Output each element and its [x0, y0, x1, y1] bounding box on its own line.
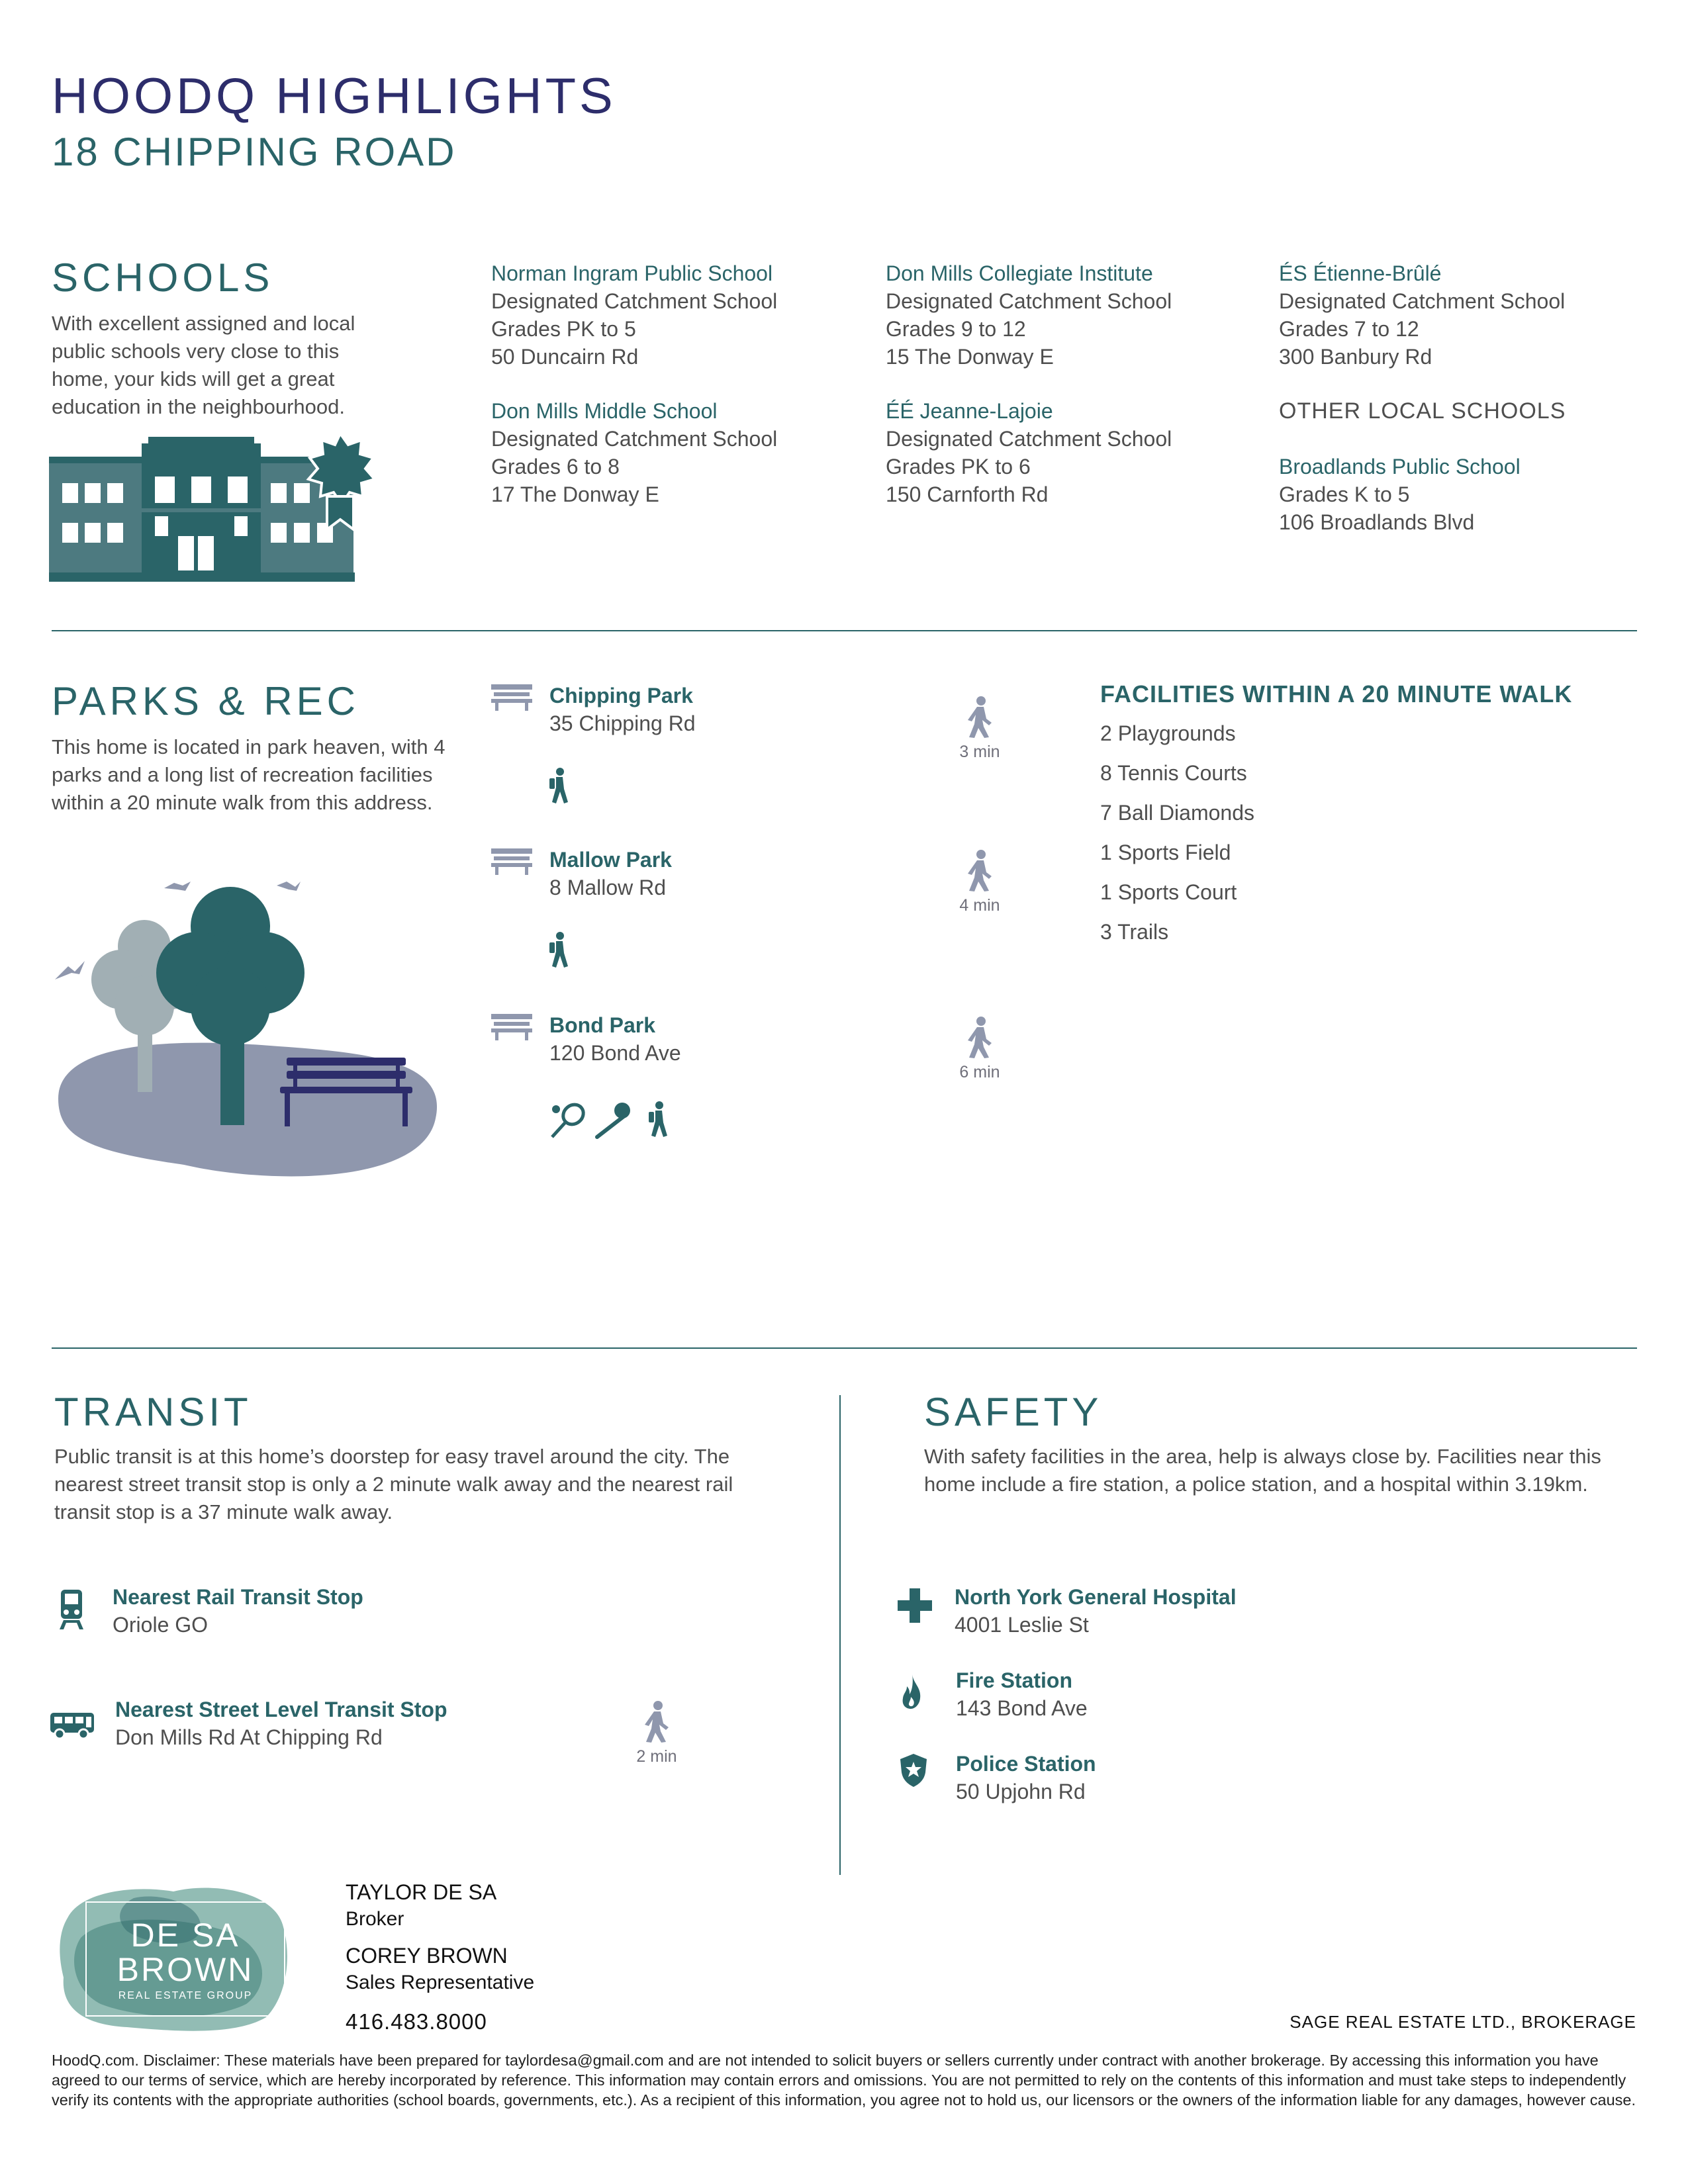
- rail-stop-name[interactable]: Oriole GO: [113, 1613, 209, 1637]
- baseball-icon: [594, 1101, 637, 1141]
- facilities-heading: FACILITIES WITHIN A 20 MINUTE WALK: [1100, 680, 1573, 707]
- property-address: 18 CHIPPING ROAD: [52, 130, 457, 174]
- school-name[interactable]: ÉÉ Jeanne-Lajoie: [886, 399, 1053, 423]
- school-address: 106 Broadlands Blvd: [1279, 510, 1475, 534]
- park-name[interactable]: Mallow Park: [549, 848, 672, 872]
- school-entry: [1279, 259, 1636, 371]
- hiking-icon: [548, 932, 569, 969]
- transit-heading: TRANSIT: [54, 1390, 252, 1434]
- other-schools: [1279, 397, 1636, 536]
- logo-line-1: DE SA: [130, 1917, 240, 1954]
- park-name[interactable]: Bond Park: [549, 1013, 656, 1037]
- column-divider: [839, 1395, 841, 1875]
- transit-description: Public transit is at this home’s doorstep for easy travel around the city. The nearest street transit stop is only a 2 minute walk away and the nearest rail transit stop is a 37 minute walk away.: [54, 1445, 733, 1524]
- school-grades: Grades K to 5: [1279, 482, 1410, 506]
- school-address: 300 Banbury Rd: [1279, 345, 1432, 369]
- park-address: 120 Bond Ave: [549, 1041, 681, 1065]
- brokerage-name: SAGE REAL ESTATE LTD., BROKERAGE: [1289, 2012, 1636, 2032]
- rail-stop-label: Nearest Rail Transit Stop: [113, 1585, 363, 1609]
- walking-person-icon: [966, 696, 993, 739]
- parks-description: This home is located in park heaven, with 4 parks and a long list of recreation facilities within a 20 minute walk from this address.: [52, 735, 445, 814]
- school-type: Designated Catchment School: [491, 427, 778, 451]
- park-illustration: [52, 874, 449, 1191]
- agent-role: Sales Representative: [346, 1972, 535, 1993]
- section-divider: [52, 630, 1637, 631]
- bus-icon: [50, 1713, 94, 1739]
- walk-time-label: 6 min: [959, 1063, 1000, 1081]
- brand-logo: [54, 1878, 293, 2037]
- disclaimer-text: HoodQ.com. Disclaimer: These materials have been prepared for taylordesa@gmail.com and are not intended to solicit buyers or sellers currently under contract with another brokerage. By accessing this information you have agreed to our terms of service, which are hereby incorporated by reference. This information may contain errors and omissions. You are not permitted to rely on the contents of this information and must take steps to independently verify its contents with the appropriate authorities (school boards, governments, etc.). As a recipient of this information, you agree not to hold us, our licensors or the owners of the information liable for any damages, however cause.: [52, 2052, 1636, 2109]
- school-type: Designated Catchment School: [886, 289, 1172, 313]
- schools-description: With excellent assigned and local public schools very close to this home, your kids will get a great education in the neighbourhood.: [52, 312, 355, 418]
- walk-time-label: 3 min: [959, 743, 1000, 761]
- hiking-icon: [548, 768, 569, 805]
- logo-line-2: BROWN: [117, 1951, 254, 1988]
- rail-stop: [113, 1583, 363, 1639]
- other-schools-heading: OTHER LOCAL SCHOOLS: [1279, 398, 1566, 424]
- parks-heading: PARKS & REC: [52, 679, 359, 723]
- walk-time: [953, 1017, 1006, 1082]
- safety-description: With safety facilities in the area, help is always close by. Facilities near this home include a fire station, a police station, and a hospital within 3.19km.: [924, 1445, 1601, 1496]
- school-name[interactable]: Norman Ingram Public School: [491, 261, 773, 285]
- walk-time: [630, 1701, 683, 1766]
- school-grades: Grades 6 to 8: [491, 455, 620, 478]
- street-stop-name[interactable]: Don Mills Rd At Chipping Rd: [115, 1725, 383, 1749]
- facility-item: 1 Sports Court: [1100, 880, 1237, 904]
- walk-time: [953, 696, 1006, 762]
- school-grades: Grades PK to 6: [886, 455, 1031, 478]
- walk-time-label: 2 min: [636, 1747, 677, 1766]
- school-name[interactable]: Broadlands Public School: [1279, 455, 1521, 478]
- facility-item: 7 Ball Diamonds: [1100, 801, 1254, 825]
- safety-item: [956, 1750, 1096, 1805]
- agent-name: COREY BROWN: [346, 1944, 508, 1968]
- safety-heading: SAFETY: [924, 1390, 1103, 1434]
- street-stop-label: Nearest Street Level Transit Stop: [115, 1698, 447, 1721]
- police-badge-icon: [900, 1754, 927, 1787]
- agent-name: TAYLOR DE SA: [346, 1880, 497, 1904]
- school-entry: [886, 397, 1243, 508]
- agent-info: [346, 1878, 534, 2036]
- school-name[interactable]: Don Mills Collegiate Institute: [886, 261, 1153, 285]
- walking-person-icon: [966, 850, 993, 892]
- hiking-icon: [647, 1101, 669, 1138]
- page-title: HOODQ HIGHLIGHTS: [52, 68, 616, 124]
- school-address: 50 Duncairn Rd: [491, 345, 639, 369]
- safety-item: [956, 1666, 1088, 1722]
- facility-item: 1 Sports Field: [1100, 841, 1231, 864]
- school-type: Designated Catchment School: [1279, 289, 1566, 313]
- facility-item: 2 Playgrounds: [1100, 721, 1236, 745]
- school-address: 15 The Donway E: [886, 345, 1054, 369]
- park-address: 35 Chipping Rd: [549, 711, 696, 735]
- section-divider: [52, 1347, 1637, 1349]
- school-entry: [886, 259, 1243, 371]
- walking-person-icon: [966, 1017, 993, 1059]
- schools-heading: SCHOOLS: [52, 255, 274, 300]
- school-entry: [491, 259, 849, 371]
- phone-number[interactable]: 416.483.8000: [346, 2009, 487, 2034]
- school-type: Designated Catchment School: [491, 289, 778, 313]
- school-building-icon: [49, 430, 380, 589]
- school-grades: Grades PK to 5: [491, 317, 636, 341]
- safety-item-address: 50 Upjohn Rd: [956, 1780, 1086, 1803]
- bench-icon: [491, 684, 532, 711]
- school-entry: [491, 397, 849, 508]
- hospital-cross-icon: [898, 1588, 932, 1623]
- safety-item-address: 143 Bond Ave: [956, 1696, 1088, 1720]
- bench-icon: [491, 1014, 532, 1040]
- park-name[interactable]: Chipping Park: [549, 684, 693, 707]
- train-icon: [58, 1590, 85, 1629]
- school-name[interactable]: ÉS Étienne-Brûlé: [1279, 261, 1442, 285]
- walk-time: [953, 850, 1006, 915]
- facility-item: 3 Trails: [1100, 920, 1169, 944]
- bench-icon: [491, 848, 532, 875]
- agent-role: Broker: [346, 1908, 404, 1930]
- logo-line-3: REAL ESTATE GROUP: [118, 1990, 253, 2001]
- flame-icon: [902, 1674, 921, 1709]
- school-type: Designated Catchment School: [886, 427, 1172, 451]
- safety-item-name[interactable]: Police Station: [956, 1752, 1096, 1776]
- school-name[interactable]: Don Mills Middle School: [491, 399, 718, 423]
- safety-item-name[interactable]: North York General Hospital: [955, 1585, 1237, 1609]
- school-grades: Grades 7 to 12: [1279, 317, 1419, 341]
- school-address: 150 Carnforth Rd: [886, 482, 1049, 506]
- walk-time-label: 4 min: [959, 896, 1000, 915]
- safety-item-name[interactable]: Fire Station: [956, 1668, 1073, 1692]
- safety-item: [955, 1583, 1237, 1639]
- school-grades: Grades 9 to 12: [886, 317, 1026, 341]
- park-address: 8 Mallow Rd: [549, 876, 667, 899]
- safety-item-address: 4001 Leslie St: [955, 1613, 1089, 1637]
- walking-person-icon: [643, 1701, 670, 1743]
- school-address: 17 The Donway E: [491, 482, 659, 506]
- tennis-icon: [548, 1101, 588, 1141]
- facility-item: 8 Tennis Courts: [1100, 761, 1247, 785]
- street-stop: [115, 1696, 447, 1751]
- facilities-block: [1100, 680, 1572, 952]
